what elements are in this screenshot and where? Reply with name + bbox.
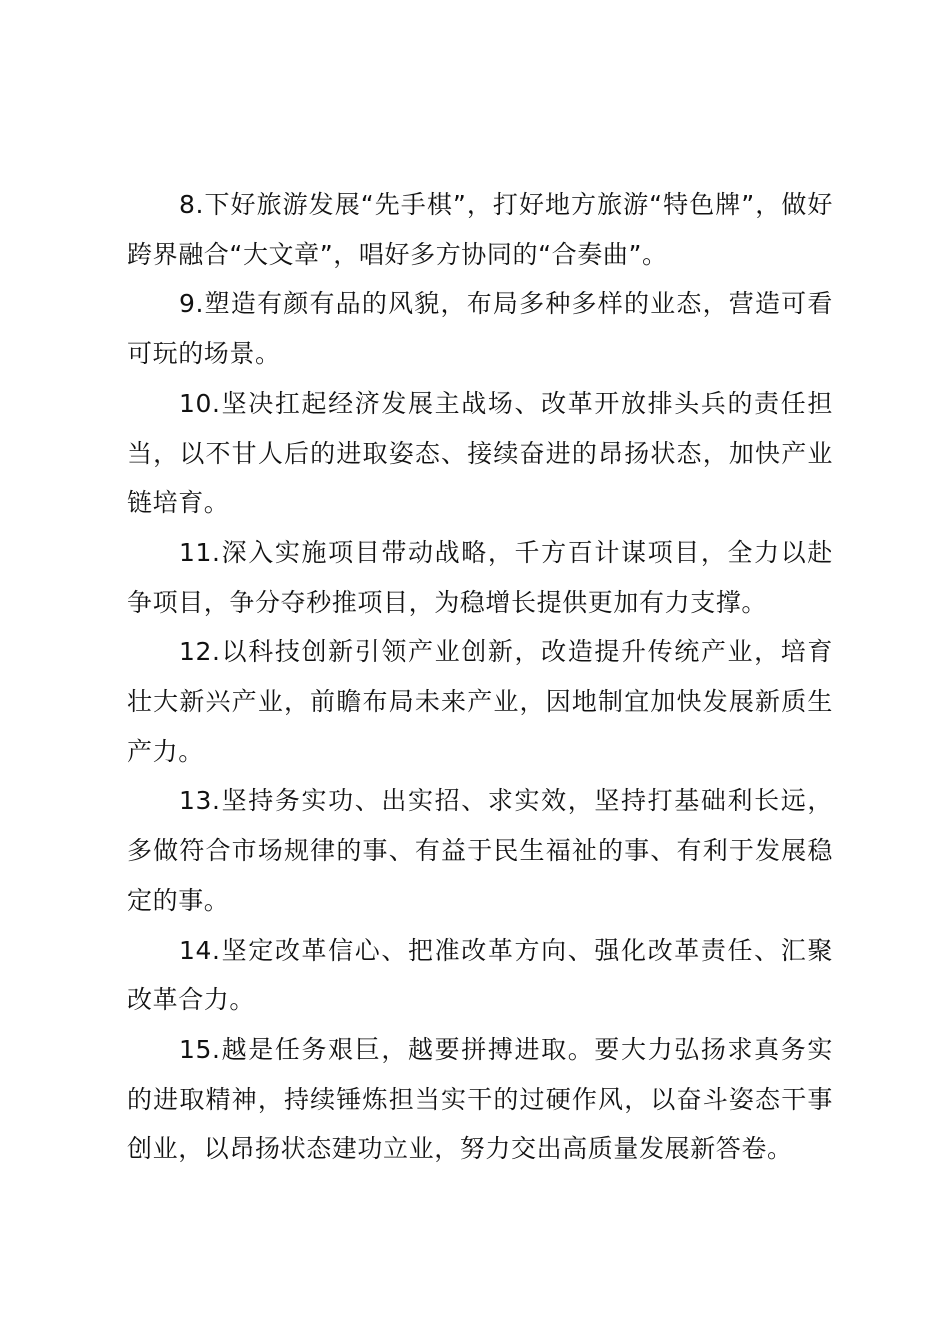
document-body: [127, 180, 833, 1174]
paragraph-item-13: 13.坚持务实功、出实招、求实效，坚持打基础利长远，多做符合市场规律的事、有益于民生福祉的事、有利于发展稳定的事。: [127, 786, 833, 915]
paragraph-item-14: 14.坚定改革信心、把准改革方向、强化改革责任、汇聚改革合力。: [127, 935, 833, 1015]
paragraph-item-15: 15.越是任务艰巨，越要拼搏进取。要大力弘扬求真务实的进取精神，持续锤炼担当实干的过硬作风，以奋斗姿态干事创业，以昂扬状态建功立业，努力交出高质量发展新答卷。: [127, 1034, 833, 1164]
paragraph-item-9: 9.塑造有颜有品的风貌，布局多种多样的业态，营造可看可玩的场景。: [127, 289, 833, 369]
paragraph-item-12: 12.以科技创新引领产业创新，改造提升传统产业，培育壮大新兴产业，前瞻布局未来产业，因地制宜加快发展新质生产力。: [127, 637, 833, 766]
paragraph-item-11: 11.深入实施项目带动战略，千方百计谋项目，全力以赴争项目，争分夺秒推项目，为稳增长提供更加有力支撑。: [127, 537, 833, 617]
paragraph-item-10: 10.坚决扛起经济发展主战场、改革开放排头兵的责任担当，以不甘人后的进取姿态、接续奋进的昂扬状态，加快产业链培育。: [127, 388, 833, 518]
paragraph-item-8: 8.下好旅游发展“先手棋”，打好地方旅游“特色牌”，做好跨界融合“大文章”，唱好多方协同的“合奏曲”。: [127, 190, 833, 269]
